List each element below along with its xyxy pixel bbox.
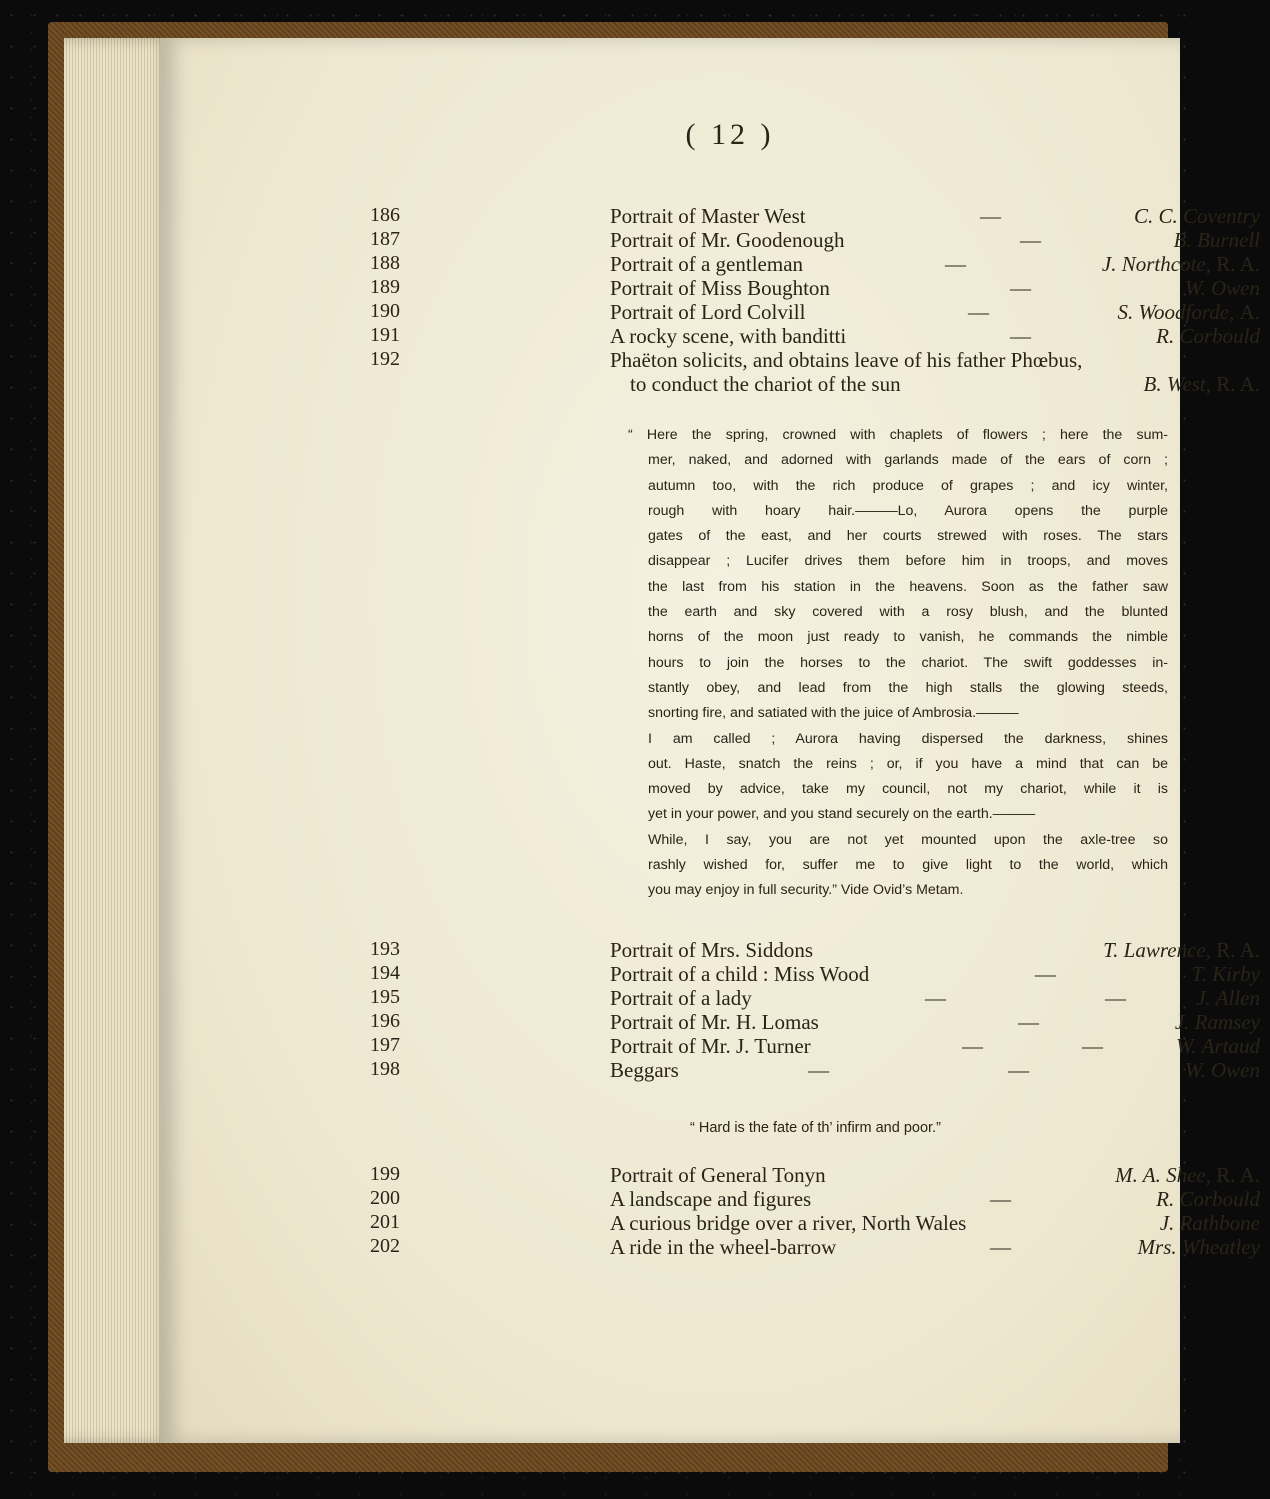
separator-dash: —: [1035, 962, 1056, 986]
catalogue-entry: [370, 962, 1270, 986]
quote-line: gates of the east, and her courts strewed with roses. The stars: [648, 528, 1168, 545]
entry-number: 186: [370, 204, 400, 226]
catalogue-entry: [370, 252, 1270, 276]
entry-title: Portrait of Mr. Goodenough: [610, 228, 845, 252]
entry-title: A ride in the wheel-barrow: [610, 1235, 837, 1259]
entry-number: 188: [370, 252, 400, 274]
separator-dash: —: [980, 204, 1001, 228]
separator-dash: —: [1020, 228, 1041, 252]
separator-dash: —: [1018, 1010, 1039, 1034]
quote-line: “ Here the spring, crowned with chaplets of flowers ; here the sum-: [628, 427, 1168, 443]
entry-artist: J. Ramsey: [1174, 1010, 1260, 1034]
quote-line: hours to join the horses to the chariot. The swift goddesses in-: [648, 654, 1168, 671]
entry-number: 195: [370, 986, 400, 1008]
quote-line: the last from his station in the heavens. Soon as the father saw: [648, 578, 1168, 595]
entry-number: 194: [370, 962, 400, 984]
quote-line: rough with hoary hair.———Lo, Aurora opens the purple: [648, 502, 1168, 519]
entry-title: Portrait of a child : Miss Wood: [610, 962, 870, 986]
entry-number: 202: [370, 1235, 400, 1257]
entry-title: Portrait of Mrs. Siddons: [610, 938, 814, 962]
entry-title: Portrait of Mr. J. Turner: [610, 1034, 811, 1058]
quote-line: While, I say, you are not yet mounted upon the axle-tree so: [648, 831, 1168, 848]
quote-line: out. Haste, snatch the reins ; or, if you have a mind that can be: [648, 755, 1168, 772]
entry-artist: J. Allen: [1196, 986, 1260, 1010]
catalogue-entry: [370, 1034, 1270, 1058]
separator-dash: —: [990, 1187, 1011, 1211]
separator-dash: —: [1008, 1058, 1029, 1082]
beggars-motto: “ Hard is the fate of th’ infirm and poor.”: [690, 1120, 941, 1136]
entry-artist: B. Burnell: [1173, 228, 1260, 252]
entry-title: Portrait of Miss Boughton: [610, 276, 830, 300]
entry-artist: W. Artaud: [1175, 1034, 1260, 1058]
entry-title: A rocky scene, with banditti: [610, 324, 847, 348]
separator-dash: —: [808, 1058, 829, 1082]
entry-continuation: [370, 372, 1270, 398]
quote-line: the earth and sky covered with a rosy blush, and the blunted: [648, 604, 1168, 621]
entry-number: 191: [370, 324, 400, 346]
quote-line: moved by advice, take my council, not my chariot, while it is: [648, 781, 1168, 798]
quote-line: I am called ; Aurora having dispersed the darkness, shines: [648, 730, 1168, 747]
quote-line: snorting fire, and satiated with the juice of Ambrosia.———: [648, 705, 1019, 722]
entry-title: Beggars: [610, 1058, 679, 1082]
catalogue-section-b: [370, 938, 1270, 1082]
entry-number: 192: [370, 348, 400, 370]
entry-artist: R. Corbould: [1156, 1187, 1260, 1211]
entry-artist: T. Lawrence, R. A.: [1103, 938, 1260, 962]
catalogue-entry: [370, 300, 1270, 324]
quote-line: disappear ; Lucifer drives them before him in troops, and moves: [648, 553, 1168, 570]
catalogue-section-c: [370, 1163, 1270, 1259]
catalogue-entry: [370, 1010, 1270, 1034]
catalogue-entry: [370, 938, 1270, 962]
catalogue-entry: [370, 276, 1270, 300]
entry-number: 193: [370, 938, 400, 960]
quote-line: you may enjoy in full security.” Vide Ovid’s Metam.: [648, 882, 964, 899]
catalogue-entry: [370, 986, 1270, 1010]
entry-artist: W. Owen: [1184, 276, 1260, 300]
catalogue-entry: [370, 1211, 1270, 1235]
entry-artist: J. Northcote, R. A.: [1101, 252, 1260, 276]
entry-number: 190: [370, 300, 400, 322]
entry-title: Portrait of a lady: [610, 986, 752, 1010]
quote-line: stantly obey, and lead from the high stalls the glowing steeds,: [648, 679, 1168, 696]
entry-artist: S. Woodforde, A.: [1117, 300, 1260, 324]
ovid-quotation: [628, 423, 1168, 904]
entry-title: Portrait of General Tonyn: [610, 1163, 826, 1187]
separator-dash: —: [1010, 276, 1031, 300]
entry-artist: J. Rathbone: [1159, 1211, 1260, 1235]
entry-number: 201: [370, 1211, 400, 1233]
entry-artist: T. Kirby: [1191, 962, 1260, 986]
entry-number: 189: [370, 276, 400, 298]
entry-title: A landscape and figures: [610, 1187, 812, 1211]
catalogue-entry: [370, 348, 1270, 372]
entry-number: 196: [370, 1010, 400, 1032]
entry-title: Phaëton solicits, and obtains leave of his father Phœbus,: [610, 348, 1083, 372]
quote-line: mer, naked, and adorned with garlands made of the ears of corn ;: [648, 452, 1168, 469]
entry-number: 197: [370, 1034, 400, 1056]
entry-artist: C. C. Coventry: [1134, 204, 1260, 228]
separator-dash: —: [1105, 986, 1126, 1010]
entry-title: Portrait of a gentleman: [610, 252, 804, 276]
entry-title: A curious bridge over a river, North Wales: [610, 1211, 967, 1235]
separator-dash: —: [1082, 1034, 1103, 1058]
entry-artist: B. West, R. A.: [1143, 372, 1260, 396]
quote-line: rashly wished for, suffer me to give light to the world, which: [648, 857, 1168, 874]
separator-dash: —: [945, 252, 966, 276]
entry-artist: R. Corbould: [1156, 324, 1260, 348]
entry-number: 200: [370, 1187, 400, 1209]
catalogue-section-a: [370, 204, 1270, 398]
entry-artist: W. Owen: [1184, 1058, 1260, 1082]
entry-number: 198: [370, 1058, 400, 1080]
book-page: [160, 38, 1260, 1443]
separator-dash: —: [990, 1235, 1011, 1259]
separator-dash: —: [968, 300, 989, 324]
separator-dash: —: [962, 1034, 983, 1058]
page-number: ( 12 ): [685, 118, 775, 151]
separator-dash: —: [1010, 324, 1031, 348]
catalogue-entry: [370, 1235, 1270, 1259]
entry-title-continuation: to conduct the chariot of the sun: [630, 372, 901, 396]
catalogue-entry: [370, 1163, 1270, 1187]
entry-artist: M. A. Shee, R. A.: [1115, 1163, 1260, 1187]
catalogue-entry: [370, 1187, 1270, 1211]
entry-number: 187: [370, 228, 400, 250]
entry-title: Portrait of Master West: [610, 204, 806, 228]
separator-dash: —: [925, 986, 946, 1010]
entry-title: Portrait of Mr. H. Lomas: [610, 1010, 819, 1034]
entry-number: 199: [370, 1163, 400, 1185]
quote-line: horns of the moon just ready to vanish, he commands the nimble: [648, 629, 1168, 646]
entry-title: Portrait of Lord Colvill: [610, 300, 806, 324]
quote-line: autumn too, with the rich produce of grapes ; and icy winter,: [648, 477, 1168, 494]
entry-artist: Mrs. Wheatley: [1137, 1235, 1260, 1259]
catalogue-entry: [370, 228, 1270, 252]
catalogue-entry: [370, 324, 1270, 348]
quote-line: yet in your power, and you stand securely on the earth.———: [648, 806, 1036, 823]
page-edges: [64, 38, 174, 1443]
catalogue-entry: [370, 204, 1270, 228]
catalogue-entry: [370, 1058, 1270, 1082]
